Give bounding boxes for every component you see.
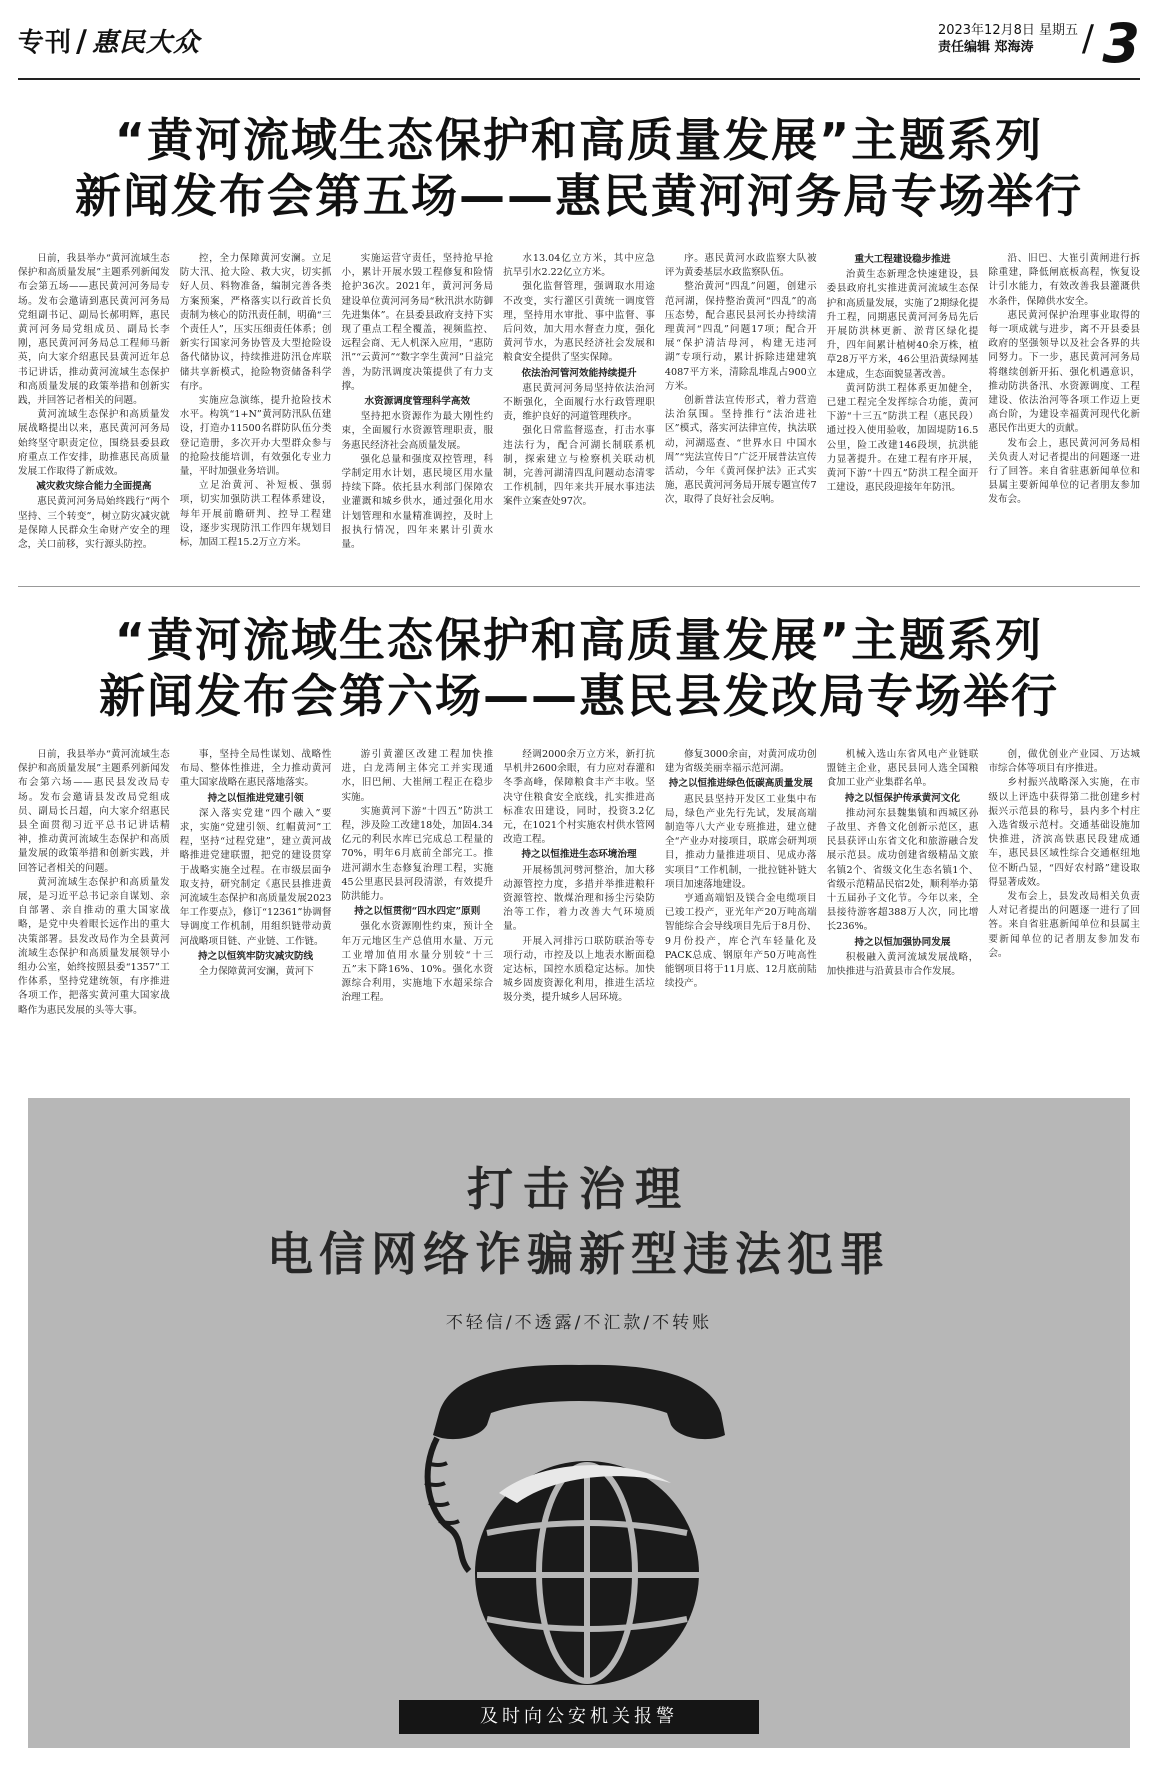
paragraph: 机械入选山东省风电产业链联盟链主企业，惠民县同人选全国粮食加工业产业集群名单。	[826, 749, 979, 789]
paragraph: 实施运营守责任，坚持抢早抢小，累计开展水毁工程修复和险情抢护36次。2021年，黄河河务局建设单位黄河河务局“秋汛洪水防御先进集体”。在县委县政府支持下实现了重点工程全覆盖，视频监控、远程会商、无人机深入应用，“惠防汛”“云黄河”“数字孪生黄河”日益完善，为防汛调度决策提供了有力支撑。	[341, 253, 494, 392]
paragraph: 发布会上，惠民黄河河务局相关负责人对记者提出的问题逐一进行了回答。来自省驻惠新闻单位和县属主要新闻单位的记者朋友参加发布会。	[988, 437, 1141, 506]
subheading: 持之以恒加强协同发展	[854, 936, 951, 948]
paragraph: 日前，我县举办“黄河流域生态保护和高质量发展”主题系列新闻发布会第五场——惠民黄河河务局专场。发布会邀请到惠民黄河河务局党组副书记、副局长郝明辉，惠民黄河河务局党组成员、副局长李刚，惠民黄河河务局总工程师马新英，向大家介绍惠民县黄河近年总书记讲话，推动黄河流域生态保护和高质量发展的政策举措和创新实践，并回答记者相关的问题。	[18, 253, 170, 407]
subheading: 持之以恒保护传承黄河文化	[844, 792, 961, 804]
paragraph: 积极融入黄河流域发展战略，加快推进与沿黄县市合作发展。	[826, 951, 979, 978]
issue-date: 2023年12月8日 星期五	[937, 23, 1078, 38]
masthead-info	[938, 22, 1078, 56]
paragraph: 亨通高端铝及镁合金电缆项目已竣工投产，亚光年产20万吨高端智能综合会导线项目先后于8月份、9月份投产，库仑汽车轻量化及PACK总成、钢原年产50万吨高性能钢项目将于11月底、12月底前陆续投产。	[664, 893, 817, 990]
paragraph: 序。惠民黄河水政监察大队被评为黄委基层水政监察队伍。	[664, 253, 817, 279]
article2-column	[665, 748, 817, 1088]
article2-column	[827, 748, 979, 1088]
article2-headline	[18, 612, 1140, 724]
section-divider	[18, 586, 1140, 587]
paragraph: 深入落实党建“四个融入”要求，实施“党建引领、红帽黄河”工程，坚持“过程党建”，建立黄河战略推进党建联盟，把党的建设贯穿于战略实施全过程。在市级层面争取支持，研究制定《惠民县推进黄河流域生态保护和高质量发展2023年工作要点》，修订“12361”协调督导调度工作机制，用组织链带动黄河战略项目链、产业链、工作链。	[179, 807, 332, 947]
subheading: 持之以恒推进党建引领	[207, 792, 304, 804]
paragraph: 水13.04亿立方米，其中应急抗旱引水2.22亿立方米。	[503, 253, 655, 279]
paragraph: 沿、旧巴、大崔引黄闸进行拆除重建，降低闸底板高程，恢复设计引水能力，有效改善我县灌溉供水条件，保障供水安全。	[988, 253, 1141, 307]
paragraph: 全力保障黄河安澜，黄河下	[198, 966, 315, 978]
article1-column	[665, 252, 817, 572]
paragraph: 坚持把水资源作为最大刚性约束，全面履行水资源管理职责，服务惠民经济社会高质量发展。	[341, 411, 494, 451]
paragraph: 强化日常监督巡查，打击水事违法行为，配合河湖长制联系机制，探索建立与检察机关联动机制，完善河湖清四乱问题动态清零工作机制，四年来共开展水事违法案件立案查处97次。	[503, 425, 655, 508]
paragraph: 经调2000余万立方米，新打抗旱机井2600余眼，有力应对春灌和冬季高峰，保障粮食丰产丰收。坚决守住粮食安全底线，扎实推进高标准农田建设，同时，投资3.2亿元，在1021个村实施农村供水管网改造工程。	[503, 749, 655, 846]
subheading: 依法治河管河效能持续提升	[521, 367, 637, 379]
telephone-globe-icon	[409, 1343, 749, 1703]
paragraph: 强化监督管理，强调取水用途不改变，实行灌区引黄统一调度管理，坚持用水审批、事中监督、事后问效，加大用水督查力度，强化黄河节水，为惠民经济社会发展和粮食安全提供了坚实保障。	[503, 281, 655, 364]
paragraph: 惠民黄河河务局始终践行“两个坚持、三个转变”，树立防灾减灾就是保障人民群众生命财产安全的理念，关口前移，实行源头防控。	[18, 496, 170, 551]
article1-body	[18, 252, 1140, 572]
article2-title-line2: 新闻发布会第六场——惠民县发改局专场举行	[99, 669, 1059, 723]
paragraph: 乡村振兴战略深入实施，在市级以上评选中获得第二批创建乡村振兴示范县的称号，县内多个村庄入选省级示范村。交通基础设施加快推进，济滨高铁惠民段建成通车，惠民县区域性综合交通枢纽地位不断凸显，“四好农村路”建设取得显著成效。	[988, 777, 1141, 888]
page-number: 3	[1102, 12, 1140, 75]
paragraph: 事，坚持全局性谋划、战略性布局、整体性推进，全力推动黄河重大国家战略在惠民落地落实。	[179, 749, 332, 789]
paragraph: 实施黄河下游“十四五”防洪工程，涉及险工改建18处，加固4.34亿元的利民水库已完成总工程量的70%，明年6月底前全部完工。推进河湖水生态修复治理工程，实施45公里惠民县河段清淤，有效提升防洪能力。	[341, 805, 494, 903]
article2-body	[18, 748, 1140, 1088]
article1-title-line1: “黄河流域生态保护和高质量发展”主题系列	[114, 113, 1044, 167]
paragraph: 黄河流域生态保护和高质量发展战略提出以来，惠民黄河河务局始终坚守职责定位，围绕县委县政府重点工作安排，助推惠民高质量发展工作取得了新成效。	[18, 409, 170, 478]
section-label: 专刊	[18, 28, 73, 58]
paragraph: 惠民黄河河务局坚持依法治河不断强化，全面履行水行政管理职责，维护良好的河道管理秩序。	[503, 382, 655, 423]
ad-slogan: 不轻信/不透露/不汇款/不转账	[445, 1313, 713, 1333]
paragraph: 修复3000余亩，对黄河成功创建为省级美丽幸福示范河湖。	[664, 749, 817, 775]
paragraph: 日前，我县举办“黄河流域生态保护和高质量发展”主题系列新闻发布会第六场——惠民县发改局专场。发布会邀请县发改局党组成员、副局长吕超，向大家介绍惠民县全面贯彻习近平总书记讲话精神，推动黄河流域生态保护和高质量发展的政策举措和创新实践，并回答记者相关的问题。	[18, 749, 170, 874]
subheading: 持之以恒推进生态环境治理	[521, 849, 637, 861]
paragraph: 开展入河排污口联防联治等专项行动，市控及以上地表水断面稳定达标，国控水质稳定达标。加快城乡固废资源化利用，推进生活垃圾分类，提升城乡人居环境。	[503, 935, 655, 1004]
masthead	[18, 14, 1140, 80]
subheading: 持之以恒筑牢防灾减灾防线	[198, 950, 314, 962]
paragraph: 惠民县坚持开发区工业集中布局，绿色产业先行先试，发展高端制造等八大产业专班推进，建立健全“产业办对接项目，联席会研判项目，推动力量推进项目、见成办落实项目”工作机制，一批拉链补链大项目加速落地建设。	[664, 793, 817, 890]
subheading: 持之以恒贯彻“四水四定”原则	[354, 906, 481, 918]
subheading: 水资源调度管理科学高效	[364, 396, 471, 408]
paragraph: 强化水资源刚性约束，预计全年万元地区生产总值用水量、万元工业增加值用水量分别较“十三五”末下降16%、10%。强化水资源综合利用，实施地下水超采综合治理工程。	[341, 921, 494, 1004]
paragraph: 实施应急演练，提升抢险技术水平。构筑“1+N”黄河防汛队伍建设，打造办11500名群防队伍分类登记造册，多次开办大型群众参与的抢险技能培训，有效强化专业力量，平时加强业务培训。	[179, 395, 332, 478]
article1-column	[988, 252, 1140, 572]
paragraph: 强化总量和强度双控管理，科学制定用水计划，惠民境区用水量持续下降。依托县水利部门保障农业灌溉和城乡供水，通过强化用水计划管理和水量精准调控，及时上报执行情况，四年来累计引黄水量。	[341, 453, 494, 551]
paragraph: 整治黄河“四乱”问题，创建示范河湖，保持整治黄河“四乱”的高压态势，配合惠民县河长办持续清理黄河“四乱”问题17项；配合开展“保护清洁母河，构建无违河湖”专项行动，累计拆除违建建筑4087平方米，清除乱堆乱占900立方米。	[664, 281, 817, 392]
masthead-section: 专刊 / 惠民大众	[18, 24, 200, 59]
page-slash: /	[1081, 18, 1094, 59]
paragraph: 开展杨凯河劈河整治，加大移动源管控力度，多措并举推进粮秆资源管控、散煤治理和扬尘污染防治等工作，着力改善大气环境质量。	[503, 864, 655, 933]
article1-column	[827, 252, 979, 572]
subheading: 重大工程建设稳步推进	[854, 254, 951, 265]
article1-headline	[18, 112, 1140, 224]
paragraph: 治黄生态新理念快速建设，县委县政府扎实推进黄河流域生态保护和高质量发展，实施了2期绿化提升工程，同期惠民黄河河务局先后开展防洪林更新、淤背区绿化提升，四年间累计植树40余万株，植草28万平方米，46公里沿黄绿网基本建成，生态面貌显著改善。	[826, 269, 979, 380]
article2-title-line1: “黄河流域生态保护和高质量发展”主题系列	[114, 613, 1044, 667]
paragraph: 创新普法宣传形式，着力营造法治氛围。坚持推行“法治进社区”模式，落实河法律宣传，执法联动，河湖巡查、“世界水日 中国水周”“宪法宣传日”广泛开展普法宣传活动，今年《黄河保护法》正式实施，惠民黄河河务局开展专题宣传7次，取得了良好社会反响。	[664, 395, 817, 506]
paragraph: 创，做优创业产业园、万达城市综合体等项目有序推进。	[988, 749, 1141, 775]
subheading: 减灾救灾综合能力全面提高	[36, 481, 152, 493]
paragraph: 发布会上，县发改局相关负责人对记者提出的问题逐一进行了回答。来自省驻惠新闻单位和县属主要新闻单位的记者朋友参加发布会。	[988, 891, 1141, 959]
article1-column	[18, 252, 170, 572]
article2-column	[988, 748, 1140, 1088]
paragraph: 推动河东县魏集镇和西城区孙子故里、齐鲁文化创新示范区，惠民县获评山东省文化和旅游融合发展示范县。成功创建省级精品文旅名镇2个、省级文化生态名镇1个、省级示范精品民宿2处，顺利举办第十五届孙子文化节。今年以来，全县接待游客超388万人次，同比增长236%。	[826, 807, 979, 933]
paragraph: 控，全力保障黄河安澜。立足防大汛、抢大险、救大灾，切实抓好人员、料物准备，编制完善各类方案预案，严格落实以行政首长负责制为核心的防汛责任制，明确“三个责任人”，压实压细责任体系；创新实行国家河务协管及大型抢险设备代储协议，持续推进防汛仓库联储共享新模式，抢险物资储备科学有序。	[179, 253, 332, 392]
paragraph: 黄河防洪工程体系更加健全，已建工程完全发挥综合功能，黄河下游“十三五”防洪工程（惠民段）通过投入使用验收，加固堤防16.5公里，险工改建146段坝，抗洪能力显著提升。在建工程有序开展，黄河下游“十四五”防洪工程全面开工建设，惠民段迎接年年防汛。	[826, 382, 979, 494]
article2-column	[18, 748, 170, 1088]
ad-title-line1: 打击治理	[467, 1162, 691, 1216]
paragraph: 惠民黄河保护治理事业取得的每一项成就与进步，离不开县委县政府的坚强领导以及社会各界的共同努力。下一步，惠民黄河河务局将继续创新开拓、强化机遇意识，推动防洪备汛、水资源调度、工程建设、依法治河等各项工作迈上更高台阶，为建设幸福黄河现代化新惠民作出更大的贡献。	[988, 309, 1141, 435]
article1-column	[341, 252, 493, 572]
article2-column	[503, 748, 655, 1088]
article2-column	[341, 748, 493, 1088]
report-to-police-banner: 及时向公安机关报警	[399, 1700, 759, 1734]
article1-title-line2: 新闻发布会第五场——惠民黄河河务局专场举行	[75, 169, 1083, 223]
anti-fraud-ad	[28, 1098, 1130, 1748]
article1-column	[503, 252, 655, 572]
responsible-editor: 责任编辑 郑海涛	[937, 40, 1034, 55]
paragraph: 游引黄灌区改建工程加快推进，白龙湾闸主体完工并实现通水，旧巴闸、大崔闸工程正在稳步实施。	[341, 749, 494, 803]
article2-column	[180, 748, 332, 1088]
paragraph: 黄河流域生态保护和高质量发展，是习近平总书记亲自谋划、亲自部署、亲自推动的重大国家战略，是党中央着眼长远作出的重大决策部署。县发改局作为全县黄河流域生态保护和高质量发展领导小组办公室，始终按照县委“1357”工作体系，坚持党建统领，有序推进各项工作，把落实黄河重大国家战略作为惠民发展的头等大事。	[18, 876, 170, 1016]
ad-title-line2: 电信网络诈骗新型违法犯罪	[267, 1227, 891, 1281]
paragraph: 立足治黄河、补短板、强弱项，切实加强防洪工程体系建设，每年开展前瞻研判、控导工程建设，逐步实现防汛工作四年规划目标，加固工程15.2万立方米。	[179, 480, 332, 549]
paper-name: 惠民大众	[91, 28, 200, 58]
article1-column	[180, 252, 332, 572]
subheading: 持之以恒推进绿色低碳高质量发展	[668, 778, 813, 790]
